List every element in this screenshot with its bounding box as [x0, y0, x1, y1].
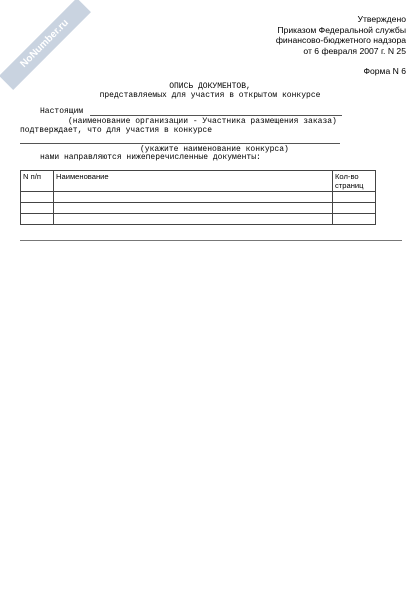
approval-block [276, 14, 406, 56]
field-caption: (укажите наименование конкурса) [140, 145, 289, 154]
table-cell [54, 192, 333, 203]
approval-line: Приказом Федеральной службы [277, 24, 406, 35]
watermark: NoNumber.ru [0, 0, 91, 90]
table-cell [333, 214, 376, 225]
table-cell [333, 192, 376, 203]
field-caption: (наименование организации - Участника размещения заказа) [68, 117, 337, 126]
approval-line: Утверждено [357, 14, 406, 24]
approval-line: финансово-бюджетного надзора [275, 35, 406, 46]
column-header: Кол-во страниц [333, 171, 376, 192]
table-cell [21, 192, 54, 203]
document-subtitle: представляемых для участия в открытом конкурсе [99, 91, 321, 100]
table-header-row [21, 171, 376, 192]
body-line: подтверждает, что для участия в конкурсе [20, 126, 213, 135]
table-row [21, 214, 376, 225]
table-cell [54, 203, 333, 214]
form-number: Форма N 6 [363, 66, 406, 76]
table-cell [21, 214, 54, 225]
column-header: Наименование [54, 171, 333, 192]
fill-in-line [20, 143, 340, 144]
body-line: Настоящим [40, 107, 84, 116]
column-header: N п/п [21, 171, 54, 192]
body-line: нами направляются нижеперечисленные документы: [40, 153, 261, 162]
document-title: ОПИСЬ ДОКУМЕНТОВ, [169, 82, 251, 91]
table-cell [333, 203, 376, 214]
divider [20, 240, 402, 241]
approval-line: от 6 февраля 2007 г. N 25 [303, 45, 406, 56]
table-row [21, 203, 376, 214]
table-cell [54, 214, 333, 225]
table-row [21, 192, 376, 203]
fill-in-line [90, 115, 342, 116]
documents-table [20, 170, 376, 225]
table-cell [21, 203, 54, 214]
